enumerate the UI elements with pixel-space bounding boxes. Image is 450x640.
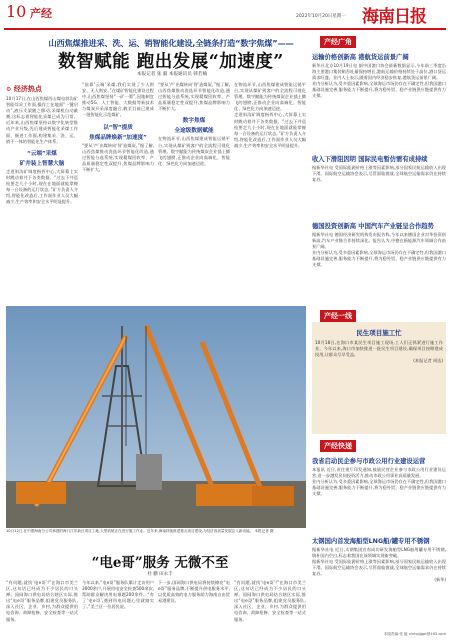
lead-column-2 [82,82,154,304]
section-tag: 产经广角 [320,36,356,48]
essay-paragraph: 今年以来,“电e哥”服务队累计走访用户3000余户,开展用电安全检查500余次,帮助群众解决用电难题200余件。“有了‘电e哥’,遇到用电问题心里就踏实了。”美兰区一位居民说。 [82,580,154,610]
subhead: 矿井装上智慧大脑 [19,160,65,167]
subhead: 全途级数据赋能 [174,128,214,135]
right-story-1 [312,50,446,148]
essay-paragraph: “有问题,就找‘电e哥’!”在海口市美兰区,这句话已经成为不少居民的口头禅。国网海口供电局结合辖区实际,推出“电e哥”服务品牌,组建党员服务队,深入社区、企业、乡村,为群众提供用电咨询、故障抢修、安全检查等一站式服务。 [234,580,306,622]
lead-byline: 本报记者 张 毅 本报通讯员 韩若楠 [136,72,208,77]
story-paragraph: 业内分析认为,受多重因素影响,全球海运市场仍存在不确定性,但我国港口基础设施完善,服务能力不断提升,将为稳外贸、稳产业链供应链提供有力支撑。 [312,250,446,268]
section-name: 产经 [30,7,52,20]
story-paragraph: 据新华社电 受国际能源价格上涨等因素影响,部分国家民航运输收入出现下滑。国际航空运输协会表示,尽管面临挑战,全球航空运输需求仍在持续复苏。 [312,559,446,577]
essay-column-3 [158,580,230,630]
essay-column-4 [234,580,306,630]
story-paragraph: 业内分析认为,受多重因素影响,全球海运市场仍存在不确定性,但我国港口基础设施完善,服务能力不断提升,将为稳外贸、稳产业链供应链提供有力支撑。 [312,81,446,99]
right-story-3 [312,219,446,305]
lead-paragraph: “依靠‘云端’采煤,我们实现了少人则安、无人则安。”在煤矿智能化建设过程中,山西焦煤坚持“一矿一策”,因地制宜推动5G、人工智能、大数据等新技术与煤炭开采深度融合,截至目前已建成一批智能化示范煤矿。 [82,82,154,118]
lead-headline: 数智赋能 跑出发展“加速度” [58,52,284,72]
essay-headline: “电e哥”服务 无微不至 [91,555,229,571]
lead-column-1 [6,82,78,304]
news-photo [6,306,306,528]
right-story-4 [312,322,446,434]
story-headline: 我省启动民企参与市政公用行业建设运营 [312,458,426,465]
story-headline: 德国投资创新高 中国汽车产业链呈合作趋势 [312,223,434,230]
story-headline: 民生项目施工忙 [356,329,402,337]
story-credit: (新华) [434,577,446,583]
story-headline: 太钢国内首发海船型LNG船/罐专用不锈钢 [312,538,430,545]
photo-credit: 本报记者 摄 [254,529,274,533]
lead-column-3 [158,82,230,304]
right-story-2 [312,152,446,216]
essay-column-2 [82,580,154,630]
lead-paragraph: 走进斜沟矿调度指挥中心,大屏幕上实时跳动着井下各类数据。“过去下井巡检要走几个小时,现在在地面就能掌握每一台设备的运行状态。”矿方负责人介绍,智能化改造后,工作面作业人员大幅减少,生产效率和安全水平明显提升。 [234,112,306,148]
lead-paragraph: 在物流环节,山西焦煤建成智能运销平台,实现从煤矿到客户的全流程可视化管理。数字赋能为传统煤炭企业插上腾飞的翅膀,正推动企业向高端化、智能化、绿色化方向加速迈进。 [158,136,230,166]
page-footer: 本版责编:张 毅 xinhpjjgpt@163.com [383,632,446,636]
header-rule [4,28,446,30]
story-headline: 收入下滑阻因明 国际民电暂仿需有成持续 [312,156,428,163]
essay-byline: 杜 鹏 田永丰 [147,572,173,577]
story-paragraph: 10月18日,在海口市某民生项目施工现场,工人们正抓紧进行施工作业。今年以来,海口市加快推进一批民生项目建设,确保项目按期建成投用,让群众尽早受益。 [315,340,443,358]
issue-date: 2022年10月20日星期一 [296,14,346,19]
story-paragraph: 据新华社电 近日,太钢集团宣布成功研发海船型LNG船用罐专用不锈钢,填补国内空白,标志着我国在该领域实现新突破。 [312,547,446,559]
story-paragraph: 据新华社电 德国经济研究机构发布报告称,今年以来德国企业对华投资创新高,汽车产业链合作持续深化。报告认为,中德在新能源汽车领域合作前景广阔。 [312,232,446,250]
story-headline: 运输价格创新高 港航货运前景广阔 [312,54,409,61]
essay-paragraph: “有问题,就找‘电e哥’!”在海口市美兰区,这句话已经成为不少居民的口头禅。国网海口供电局结合辖区实际,推出“电e哥”服务品牌,组建党员服务队,深入社区、企业、乡村,为群众提供用电咨询、故障抢修、安全检查等一站式服务。 [6,580,78,622]
lead-paragraph: 10月17日,在山西焦煤西山煤电斜沟矿智能综采工作面,操作工在地面“一键启动”,液压支架随之移动,采煤机自动截割,这标志着智能化采煤已成为日常。近年来,山西焦煤坚持以数字化转型推动产业升级,先后建成智能化采煤工作面、掘进工作面,构建集采、洗、运、销于一体的智能化生产体系。 [6,96,78,144]
section-tag: 产经一线 [320,310,356,322]
subhead: 以“智”提质 [103,124,133,131]
story-paragraph: 据新华社电 受国际能源价格上涨等因素影响,部分国家民航运输收入出现下滑。国际航空运输协会表示,尽管面临挑战,全球航空运输需求仍在持续复苏。 [312,165,446,183]
lead-column-4 [234,82,306,304]
page-number: 10 [6,2,27,21]
lead-paragraph: “要从‘产’出煤转向‘智’造煤炭。”据了解,山西焦煤推动洗选环节智能化改造,通过智能分选系统,实现精煤回收率、产品质量稳定性双提升,焦煤品牌影响力不断扩大。 [158,82,230,112]
story-credit: (本报记者 周达) [413,358,443,364]
essay-paragraph: 下一步,国网海口供电局将持续擦亮“电e哥”服务品牌,不断提升供电服务水平,以优质高效的电力服务助力海南自由贸易港建设。 [158,580,230,604]
masthead [0,0,450,30]
story-paragraph: 业内分析认为,受多重因素影响,全球海运市场仍存在不确定性,但我国港口基础设施完善,服务能力不断提升,将为稳外贸、稳产业链供应链提供有力支撑。 [312,479,446,497]
lead-kicker: 山西焦煤推进采、洗、运、销智能化建设,全链条打造“数字焦煤”—— [48,38,294,48]
right-story-5 [312,454,446,528]
essay-column-1 [6,580,78,630]
section-heading: 经济热点 [13,85,42,93]
subhead: 数字焦煤 [182,118,206,125]
subhead: “云端”采煤 [27,150,57,157]
lead-paragraph: “要从‘产’出煤转向‘智’造煤炭。”据了解,山西焦煤推动洗选环节智能化改造,通过智能分选系统,实现精煤回收率、产品质量稳定性双提升,焦煤品牌影响力不断扩大。 [82,142,154,172]
lead-paragraph: 在物流环节,山西焦煤建成智能运销平台,实现从煤矿到客户的全流程可视化管理。数字赋能为传统煤炭企业插上腾飞的翅膀,正推动企业向高端化、智能化、绿色化方向加速迈进。 [234,82,306,112]
newspaper-logo: 海南日报 [362,7,426,27]
section-tag: 产经快递 [320,440,356,452]
subhead: 焦煤品牌焕新“加速度” [89,134,147,141]
right-story-6 [312,534,446,628]
lead-paragraph: 走进斜沟矿调度指挥中心,大屏幕上实时跳动着井下各类数据。“过去下井巡检要走几个小时,现在在地面就能掌握每一台设备的运行状态。”矿方负责人介绍,智能化改造后,工作面作业人员大幅减少,生产效率和安全水平明显提升。 [6,168,78,205]
photo-caption [6,529,306,534]
story-paragraph: 本报讯 近日,省住建厅印发通知,鼓励民营企业参与市政公用行业建设运营,进一步激发民间投资活力,推动市政公用事业高质量发展。 [312,467,446,479]
gear-icon: ⚙ [6,86,12,93]
caption-text: 10月12日,在中建海南分公司承建的海口江东新区项目工地,大型机械正在进行施工作业。近年来,海南持续推进重点项目建设,为经济高质量发展注入新动能。 [6,529,254,533]
construction-site-image [6,306,306,528]
story-paragraph: 新华社北京10月19日电 据中国港口协会最新数据显示,今年前三季度沿海主要港口集装箱吞吐量保持增长,港航运输价格持续处于高位,港口货运需求旺盛。业内人士表示,随着国内经济稳步恢复,港航货运前景广阔。 [312,63,446,81]
